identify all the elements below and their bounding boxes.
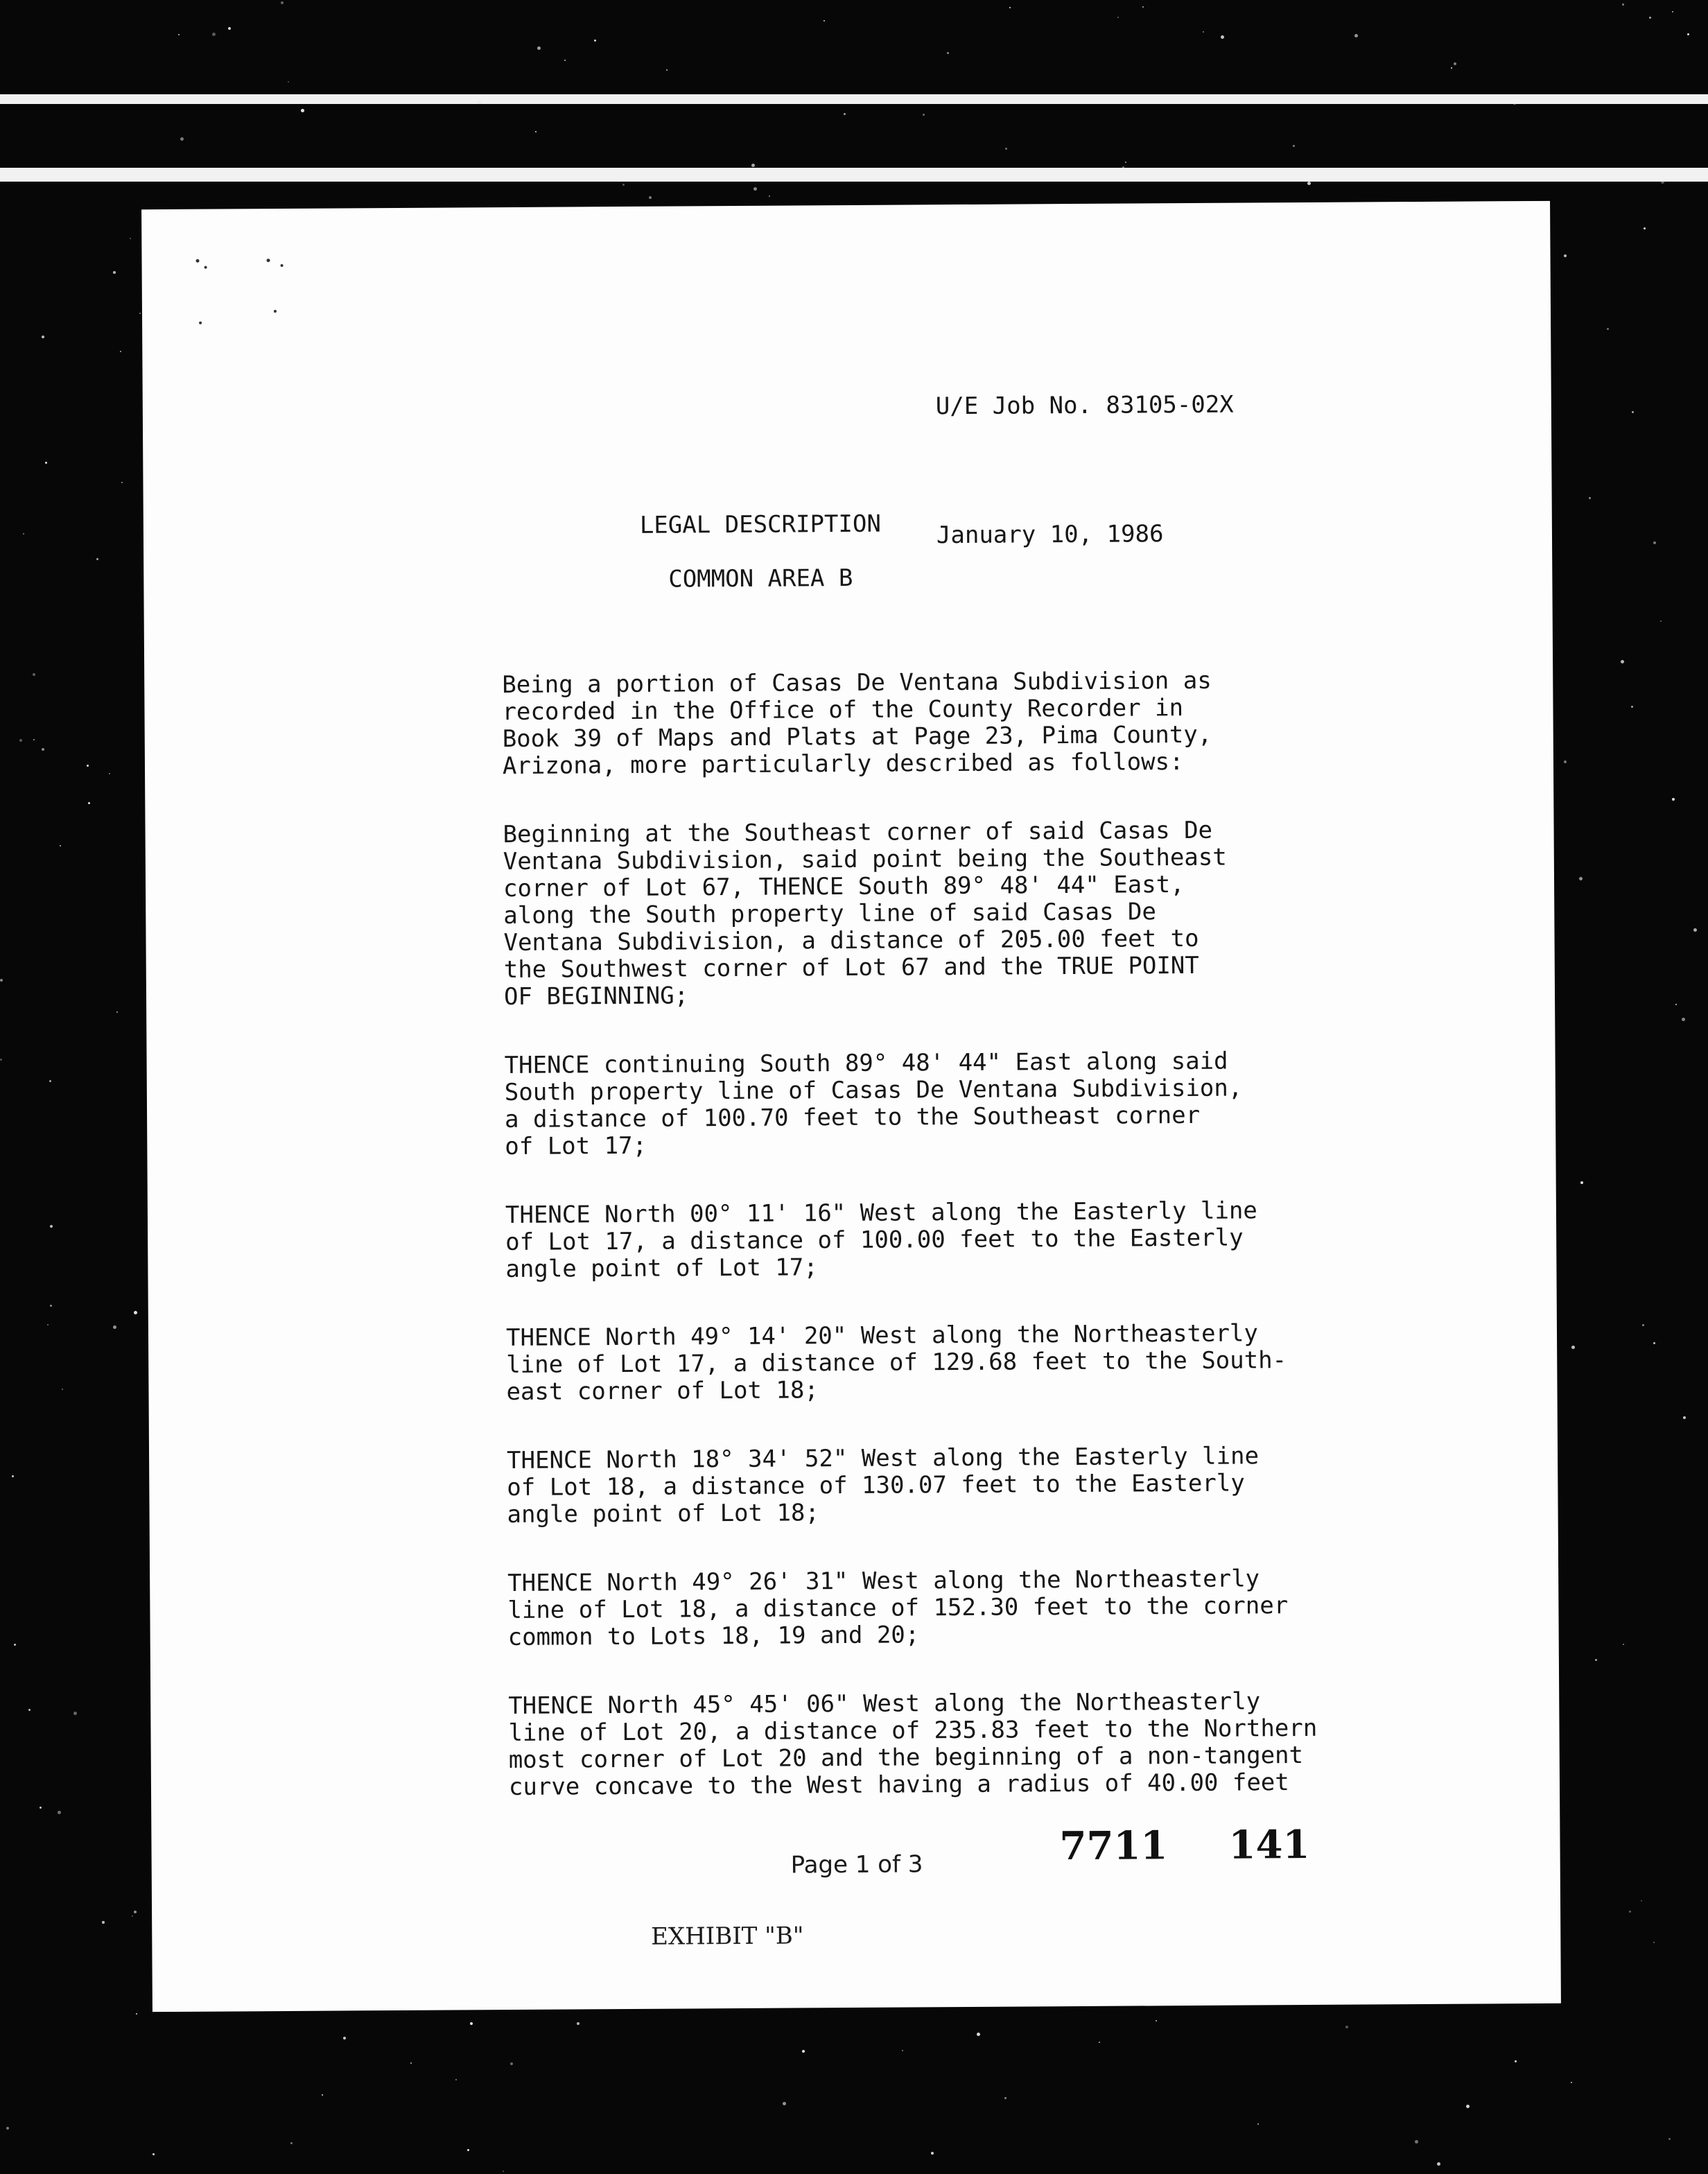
scan-speck <box>42 336 44 338</box>
scan-speck <box>134 1911 137 1913</box>
scan-speck <box>503 2171 504 2172</box>
scan-speck <box>1672 11 1673 12</box>
scan-speck <box>1644 227 1646 229</box>
text-line: Ventana Subdivision, said point being the Southeast <box>503 843 1227 876</box>
scan-speck <box>931 2152 934 2155</box>
scan-speck <box>467 2149 469 2151</box>
scan-speck <box>1642 1324 1644 1326</box>
scan-speck <box>1607 328 1609 330</box>
scan-speck <box>824 20 825 21</box>
scan-speck <box>802 2050 805 2053</box>
scan-speck <box>1142 6 1144 8</box>
page-mark <box>196 259 200 263</box>
scan-speck <box>1117 17 1119 18</box>
document-page <box>141 201 1561 2012</box>
scan-speck <box>1122 166 1124 168</box>
scan-speck <box>1649 17 1651 19</box>
scan-speck <box>109 773 110 774</box>
scan-speck <box>12 1475 14 1477</box>
scan-speck <box>1437 2162 1440 2166</box>
scan-speck <box>33 739 35 740</box>
scan-speck <box>1621 660 1624 663</box>
text-line: angle point of Lot 17; <box>505 1253 818 1284</box>
scan-speck <box>0 1059 2 1061</box>
paragraph <box>506 1319 1408 1406</box>
scan-speck <box>1004 2097 1007 2099</box>
scan-speck <box>977 2033 980 2036</box>
scan-speck <box>1641 1900 1642 1902</box>
scan-speck <box>410 2062 412 2064</box>
legal-description-body <box>502 666 1410 1843</box>
text-line: Book 39 of Maps and Plats at Page 23, Pima County, <box>502 720 1212 754</box>
scan-speck <box>1451 67 1452 69</box>
paragraph <box>505 1197 1407 1283</box>
scan-speck <box>1564 254 1567 257</box>
scan-speck <box>1653 1942 1655 1943</box>
scan-speck <box>73 1712 77 1715</box>
scan-speck <box>1571 2082 1572 2083</box>
scan-speck <box>50 1225 53 1228</box>
text-line: THENCE continuing South 89° 48' 44" East along said <box>504 1047 1228 1080</box>
scan-speck <box>45 462 47 464</box>
scan-speck <box>62 1389 63 1390</box>
scan-speck <box>844 113 846 115</box>
scan-speck <box>753 187 757 191</box>
scan-speck <box>1354 34 1358 37</box>
scan-speck <box>152 2153 155 2155</box>
document-date: January 10, 1986 <box>936 520 1164 550</box>
document-subtitle: COMMON AREA B <box>668 564 853 593</box>
text-line: angle point of Lot 18; <box>507 1499 820 1529</box>
text-line: THENCE North 18° 34' 52" West along the Easterly line <box>506 1442 1260 1475</box>
scan-speck <box>134 1311 137 1314</box>
text-line: recorded in the Office of the County Recorder in <box>502 694 1184 727</box>
text-line: line of Lot 20, a distance of 235.83 feet to the Northern <box>508 1714 1318 1748</box>
scan-speck <box>510 2062 513 2065</box>
scan-speck <box>120 351 121 352</box>
scan-speck <box>1682 1018 1685 1021</box>
scan-speck <box>537 46 541 50</box>
text-line: line of Lot 18, a distance of 152.30 feet to the corner <box>507 1592 1289 1625</box>
scan-speck <box>1203 31 1204 33</box>
scan-speck <box>751 164 755 167</box>
scan-speck <box>136 2013 137 2015</box>
scan-speck <box>1513 102 1516 105</box>
scan-speck <box>88 802 90 804</box>
text-line: Arizona, more particularly described as follows: <box>502 748 1184 781</box>
text-line: THENCE North 45° 45' 06" West along the Northeasterly <box>508 1687 1261 1721</box>
scan-speck <box>1653 1342 1655 1344</box>
scan-speck <box>769 195 770 197</box>
text-line: corner of Lot 67, THENCE South 89° 48' 44" East, <box>503 871 1185 903</box>
scan-speck <box>1564 760 1567 763</box>
scan-speck <box>290 2142 293 2144</box>
scan-speck <box>1687 33 1689 35</box>
scan-speck <box>50 1305 52 1307</box>
scan-speck <box>47 1324 49 1325</box>
scan-speck <box>1571 1346 1575 1349</box>
scan-speck <box>470 2022 473 2025</box>
scan-speck <box>923 114 925 116</box>
scan-speck <box>301 109 304 112</box>
scan-speck <box>228 27 231 30</box>
text-line: Ventana Subdivision, a distance of 205.00 feet to <box>503 924 1199 957</box>
scan-speck <box>1579 877 1583 880</box>
scan-speck <box>19 739 22 742</box>
scan-speck <box>178 34 180 35</box>
scan-speck <box>322 2094 323 2096</box>
scan-speck <box>23 533 24 534</box>
text-line: east corner of Lot 18; <box>506 1376 819 1407</box>
scan-speck <box>1589 497 1591 499</box>
text-line: along the South property line of said Casas De <box>503 898 1157 930</box>
scan-speck <box>1661 180 1664 184</box>
scan-speck <box>783 2102 786 2105</box>
scan-speck <box>40 1807 42 1809</box>
scan-speck <box>49 1080 51 1082</box>
recording-book-stamp: 7711 <box>1059 1823 1168 1870</box>
scan-speck <box>1653 541 1656 544</box>
scan-speck <box>1623 1644 1624 1645</box>
scan-speck <box>455 2079 457 2080</box>
scan-speck <box>1672 798 1675 801</box>
scan-edge-stripe-bottom <box>0 168 1708 182</box>
scan-speck <box>96 558 98 560</box>
scan-speck <box>1009 7 1011 8</box>
scan-speck <box>1683 1416 1686 1419</box>
scan-speck <box>14 1644 16 1646</box>
scan-speck <box>58 1811 61 1814</box>
scan-speck <box>622 184 625 186</box>
scan-speck <box>666 69 668 71</box>
scan-speck <box>1515 2060 1517 2062</box>
scan-speck <box>1660 620 1662 622</box>
scan-speck <box>1307 182 1311 185</box>
scan-speck <box>1466 2105 1470 2108</box>
scan-speck <box>1595 1659 1597 1661</box>
scan-speck <box>180 137 184 141</box>
text-line: the Southwest corner of Lot 67 and the TRUE POINT <box>503 951 1199 984</box>
scan-speck <box>1631 706 1633 708</box>
scan-speck <box>102 1921 105 1924</box>
scan-speck <box>1293 145 1295 147</box>
scan-speck <box>1454 62 1456 65</box>
scan-speck <box>130 238 131 239</box>
scan-speck <box>1345 2026 1348 2028</box>
page-mark <box>204 266 207 269</box>
job-number: U/E Job No. 83105-02X <box>935 390 1234 421</box>
page-number: Page 1 of 3 <box>790 1850 923 1879</box>
document-title: LEGAL DESCRIPTION <box>639 510 881 539</box>
text-line: Being a portion of Casas De Ventana Subdivision as <box>502 666 1212 699</box>
recording-page-stamp: 141 <box>1228 1821 1310 1868</box>
text-line: of Lot 17, a distance of 100.00 feet to the Easterly <box>505 1224 1244 1257</box>
page-mark <box>274 310 277 313</box>
text-line: THENCE North 00° 11' 16" West along the Easterly line <box>505 1197 1257 1230</box>
text-line: of Lot 17; <box>505 1131 647 1161</box>
scan-speck <box>478 101 481 104</box>
scan-speck <box>902 2050 903 2051</box>
scan-speck <box>113 271 116 274</box>
scan-speck <box>212 33 216 36</box>
page-mark <box>267 259 270 262</box>
text-line: common to Lots 18, 19 and 20; <box>507 1621 920 1652</box>
scan-speck <box>1668 2138 1671 2140</box>
text-line: curve concave to the West having a radius of 40.00 feet <box>508 1768 1289 1802</box>
scan-speck <box>1221 35 1224 39</box>
scan-speck <box>577 2022 580 2025</box>
text-line: Beginning at the Southeast corner of said Casas De <box>503 816 1213 849</box>
scan-speck <box>1622 3 1624 6</box>
paragraph <box>508 1687 1410 1801</box>
text-line: a distance of 100.70 feet to the Southeast corner <box>504 1101 1201 1134</box>
scan-edge-stripe-top <box>0 94 1708 104</box>
scan-speck <box>564 60 566 61</box>
scan-speck <box>42 748 44 751</box>
text-line: of Lot 18, a distance of 130.07 feet to the Easterly <box>507 1469 1245 1502</box>
scan-speck <box>1675 1004 1677 1005</box>
text-line: line of Lot 17, a distance of 129.68 feet to the South- <box>506 1346 1287 1380</box>
scan-speck <box>1005 148 1007 150</box>
paragraph <box>505 1047 1406 1160</box>
scan-speck <box>281 1 284 4</box>
scan-speck <box>1156 2020 1157 2021</box>
scan-speck <box>113 1325 116 1329</box>
scan-speck <box>1125 162 1126 163</box>
scan-speck <box>1632 411 1634 413</box>
scan-speck <box>60 845 61 846</box>
scan-speck <box>121 482 123 483</box>
scan-speck <box>343 2037 346 2040</box>
scan-speck <box>649 196 652 199</box>
page-mark <box>281 264 284 267</box>
scan-speck <box>1099 2042 1100 2043</box>
scan-speck <box>1257 2123 1259 2125</box>
scan-speck <box>594 40 596 42</box>
scan-speck <box>28 1709 31 1711</box>
scan-speck <box>947 52 949 54</box>
scan-speck <box>0 979 3 982</box>
text-line: South property line of Casas De Ventana Subdivision, <box>504 1074 1243 1107</box>
text-line: OF BEGINNING; <box>503 982 689 1011</box>
scan-speck <box>535 131 537 132</box>
scan-speck <box>139 313 141 314</box>
scan-speck <box>116 1011 118 1013</box>
scan-speck <box>1629 1911 1631 1913</box>
text-line: THENCE North 49° 26' 31" West along the Northeasterly <box>507 1565 1260 1598</box>
paragraph <box>507 1565 1409 1651</box>
scan-speck <box>87 765 89 767</box>
page-mark <box>199 322 202 324</box>
paragraph <box>507 1442 1409 1529</box>
scan-speck <box>6 2127 9 2130</box>
text-line: THENCE North 49° 14' 20" West along the Northeasterly <box>505 1319 1259 1353</box>
scan-speck <box>1693 928 1697 932</box>
scan-speck <box>288 81 289 82</box>
paragraph <box>503 816 1405 1011</box>
exhibit-label: EXHIBIT "B" <box>651 1922 804 1951</box>
scan-speck <box>1580 1181 1583 1184</box>
scan-speck <box>33 673 35 676</box>
scan-speck <box>1415 2140 1418 2143</box>
scan-speck <box>132 1915 133 1917</box>
paragraph <box>502 666 1404 780</box>
text-line: most corner of Lot 20 and the beginning of a non-tangent <box>508 1741 1304 1775</box>
